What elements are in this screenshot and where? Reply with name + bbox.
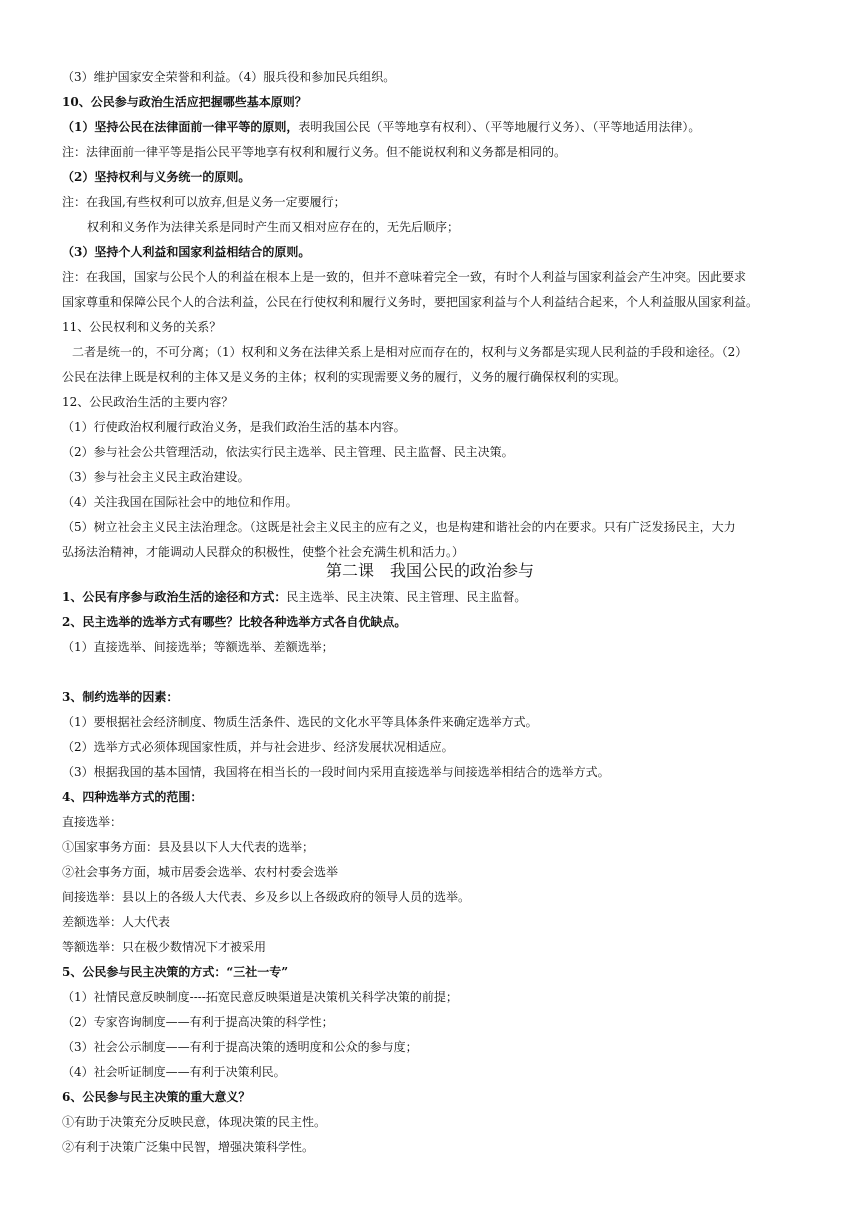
principle-text: 表明我国公民（平等地享有权利）、（平等地履行义务）、（平等地适用法律）。 bbox=[298, 120, 701, 134]
text-line: 公民在法律上既是权利的主体又是义务的主体；权利的实现需要义务的履行，义务的履行确保权利的实现。 bbox=[62, 370, 627, 384]
list-item: （2）选举方式必须体现国家性质，并与社会进步、经济发展状况相适应。 bbox=[62, 740, 454, 754]
list-item: ①国家事务方面：县及县以下人大代表的选举； bbox=[62, 840, 315, 854]
question-heading: 2、民主选举的选举方式有哪些？比较各种选举方式各自优缺点。 bbox=[62, 615, 407, 629]
text-line: 直接选举： bbox=[62, 815, 123, 829]
principle-heading: （3）坚持个人利益和国家利益相结合的原则。 bbox=[62, 245, 311, 259]
question-heading: 3、制约选举的因素： bbox=[62, 690, 179, 704]
list-item: （3）根据我国的基本国情，我国将在相当长的一段时间内采用直接选举与间接选举相结合的选举方式。 bbox=[62, 765, 610, 779]
text-line: 等额选举：只在极少数情况下才被采用 bbox=[62, 940, 267, 954]
list-item: ②社会事务方面，城市居委会选举、农村村委会选举 bbox=[62, 865, 339, 879]
text-line: 差额选举：人大代表 bbox=[62, 915, 171, 929]
list-item: （4）关注我国在国际社会中的地位和作用。 bbox=[62, 495, 298, 509]
question-heading: 12、公民政治生活的主要内容？ bbox=[62, 395, 234, 409]
question-heading: 6、公民参与民主决策的重大意义？ bbox=[62, 1090, 251, 1104]
list-item: ①有助于决策充分反映民意，体现决策的民主性。 bbox=[62, 1115, 327, 1129]
section-title-topic: 我国公民的政治参与 bbox=[390, 561, 535, 580]
list-item: （2）专家咨询制度——有利于提高决策的科学性； bbox=[62, 1015, 334, 1029]
section-title bbox=[0, 560, 860, 582]
list-item: （3）社会公示制度——有利于提高决策的透明度和公众的参与度； bbox=[62, 1040, 418, 1054]
list-item: ②有利于决策广泛集中民智，增强决策科学性。 bbox=[62, 1140, 315, 1154]
question-heading: 10、公民参与政治生活应把握哪些基本原则？ bbox=[62, 95, 307, 109]
text-line bbox=[62, 118, 802, 136]
text-line bbox=[62, 588, 802, 606]
section-title-lesson: 第二课 bbox=[325, 561, 374, 580]
principle-heading: （2）坚持权利与义务统一的原则。 bbox=[62, 170, 251, 184]
question-heading: 11、公民权利和义务的关系？ bbox=[62, 320, 222, 334]
text-line: 二者是统一的，不可分离；（1）权利和义务在法律关系上是相对应而存在的，权利与义务都是实现人民利益的手段和途径。（2） bbox=[72, 345, 748, 359]
list-item: （2）参与社会公共管理活动，依法实行民主选举、民主管理、民主监督、民主决策。 bbox=[62, 445, 514, 459]
note-line: 注：在我国，国家与公民个人的利益在根本上是一致的，但并不意味着完全一致，有时个人利益与国家利益会产生冲突。因此要求 bbox=[62, 270, 747, 284]
list-item: （3）参与社会主义民主政治建设。 bbox=[62, 470, 250, 484]
question-heading: 5、公民参与民主决策的方式：“三社一专” bbox=[62, 965, 289, 979]
answer-text: 民主选举、民主决策、民主管理、民主监督。 bbox=[286, 590, 527, 604]
text-line: 弘扬法治精神，才能调动人民群众的积极性，使整个社会充满生机和活力。） bbox=[62, 545, 465, 559]
list-item: （4）社会听证制度——有利于决策利民。 bbox=[62, 1065, 286, 1079]
principle-heading: （1）坚持公民在法律面前一律平等的原则， bbox=[62, 120, 299, 134]
list-item: （1）行使政治权利履行政治义务，是我们政治生活的基本内容。 bbox=[62, 420, 406, 434]
note-line: 注：法律面前一律平等是指公民平等地享有权利和履行义务。但不能说权利和义务都是相同的。 bbox=[62, 145, 567, 159]
text-line: 权利和义务作为法律关系是同时产生而又相对应存在的，无先后顺序； bbox=[87, 220, 460, 234]
text-line: 国家尊重和保障公民个人的合法利益，公民在行使权利和履行义务时，要把国家利益与个人利益结合起来，个人利益服从国家利益。 bbox=[62, 295, 759, 309]
question-heading: 4、四种选举方式的范围： bbox=[62, 790, 203, 804]
list-item: （1）直接选举、间接选举；等额选举、差额选举； bbox=[62, 640, 334, 654]
list-item: （1）要根据社会经济制度、物质生活条件、选民的文化水平等具体条件来确定选举方式。 bbox=[62, 715, 538, 729]
text-line: （3）维护国家安全荣誉和利益。（4）服兵役和参加民兵组织。 bbox=[62, 70, 396, 84]
list-item: （5）树立社会主义民主法治理念。（这既是社会主义民主的应有之义，也是构建和谐社会的内在要求。只有广泛发扬民主，大力 bbox=[62, 520, 736, 534]
text-line: 间接选举：县以上的各级人大代表、乡及乡以上各级政府的领导人员的选举。 bbox=[62, 890, 471, 904]
question-heading: 1、公民有序参与政治生活的途径和方式： bbox=[62, 590, 287, 604]
list-item: （1）社情民意反映制度----拓宽民意反映渠道是决策机关科学决策的前提； bbox=[62, 990, 458, 1004]
note-line: 注：在我国,有些权利可以放弃,但是义务一定要履行； bbox=[62, 195, 346, 209]
